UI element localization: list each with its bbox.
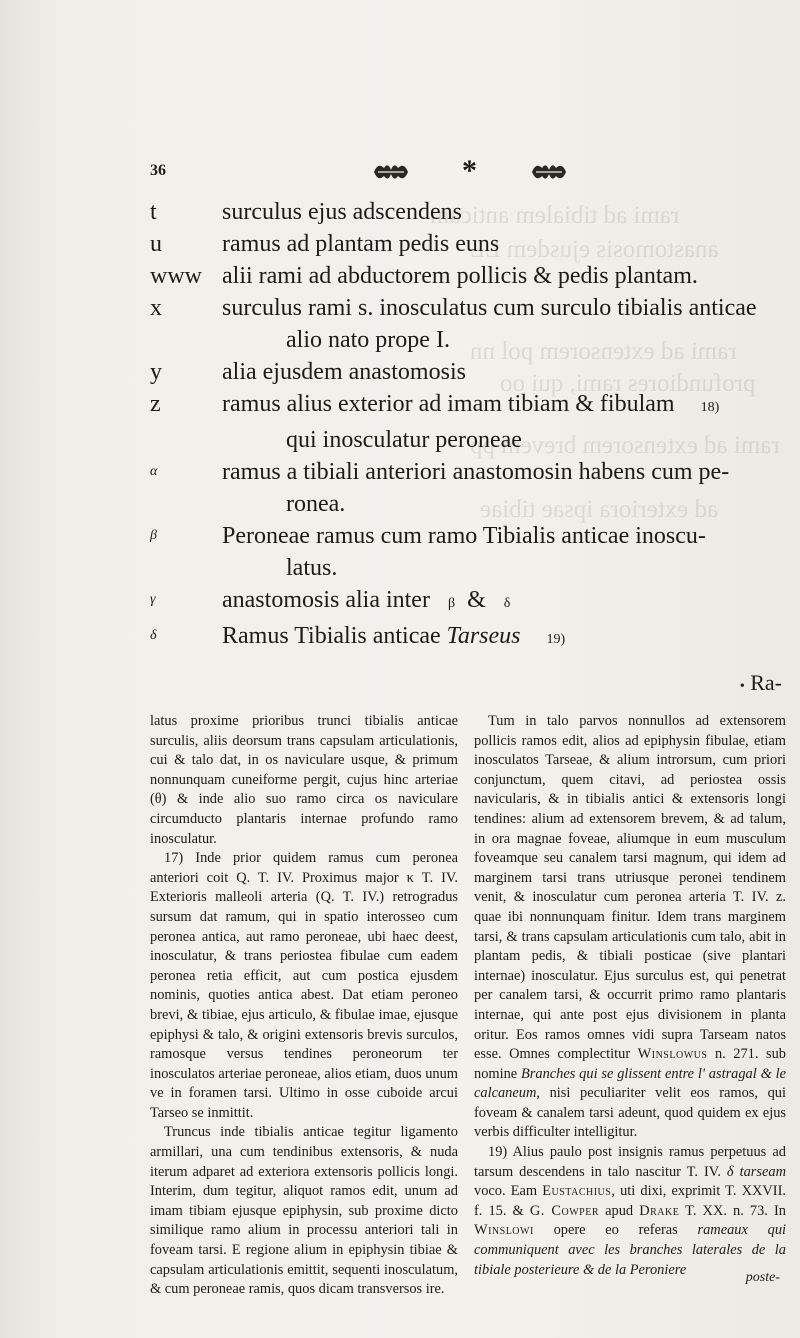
legend-entry — [150, 520, 790, 584]
entry-continuation: qui inosculatur peroneae — [286, 427, 522, 453]
paragraph: 19) Alius paulo post insignis ramus perpetuus ad tarsum descendens in talo nascitur T. IV. δ tarseam voco. Eam Eustachius, uti dixi, exprimit T. XXVII. f. 15. & G. Cowper apud Drake T. XX. n. 73. In Winslowi opere eo referas rameaux qui communiquent avec les branches laterales de la tibiale posterieure & de la Peroniere — [474, 1144, 787, 1278]
paragraph: Truncus inde tibialis anticae tegitur ligamento armillari, una cum tendinibus extensoris, & nuda iterum adparet ad exteriora extensoris pollicis longi. Interim, dum tegitur, aliquot ramos edit, unum ad imam tibiam ejusque epiphysin, sub proxime dicto similique ramo alium in processu anteriori tali in foveam tarsi. E regione alium in epiphysin tibiae & capsulam articulationis emittit, sequenti inosculatum, & cum peroneae ramis, quos dicam transversos ire. — [150, 1124, 458, 1298]
paragraph: 17) Inde prior quidem ramus cum peronea anteriori coit Q. T. IV. Proximus major κ T. IV. Exterioris malleoli arteria (Q. T. IV.) retrogradus sursum dat ramum, qui in spatio interosseo cum peronea antica, aut ramo peroneae, ubi haec deest, inosculatur, & trans periostea fibulae cum eadem peronea retia efficit, aut cum postica ejusdem nominis, quoties antica abest. Dat etiam peroneo brevi, & tibiae, ejus articulo, & fibulae imae, ejusque epiphysi & talo, & origini extensoris brevis surculos, ramosque versus tendines peroneorum ter inosculatos arteriae peroneae, alios etiam, duos unum ve in foramen tarsi. Ultimo in osse cuboide arcui Tarseo se inmittit. — [150, 850, 458, 1121]
footnote-marker: 18) — [700, 400, 720, 415]
entry-text: Ramus Tibialis anticae — [222, 623, 441, 649]
entry-label: β — [150, 528, 157, 543]
entry-label: x — [150, 295, 162, 321]
legend-entry — [150, 356, 790, 388]
entry-text: ramus ad plantam pedis euns — [222, 231, 500, 257]
entry-text-italic: Tarseus — [446, 623, 521, 649]
paragraph: Tum in talo parvos nonnullos ad extensorem pollicis ramos edit, alios ad epiphysin fibulae, etiam inosculatos Tarseae, & alium introrsum, cum priori conjunctum, quem citavi, ad periostea ossis navicularis, & in tibialis antici & extensoris longi tendines: alium ad extensorem brevem, & ad talum, in ora magnae foveae, aliumque in eum musculum foveamque seu canalem tarsi magnum, qui idem ad marginem tarsi trans utriusque peronei tendinem venit, & inosculatur cum peronea arteria T. IV. z. quae ibi nonnunquam finitur. Idem trans marginem tarsi, & trans capsulam articulationis cum talo, abit in plantam pedis, & tibiali posticae (sive plantari internae) inosculatur. Ejus surculus est, qui penetrat per canalem tarsi, & occurrit primo ramo plantaris internae, qui ante post ejus divisionem in planta oritur. Eos ramos omnes vidi supra Tarseam natos esse. Omnes complectitur Winslowus n. 271. sub nomine Branches qui se glissent entre l' astragal & le calcaneum, nisi peculiariter velit eos ramos, qui foveam & canalem tarsi adeunt, quod quidem ex ejus verbis difficulter intelligitur. — [474, 713, 786, 1141]
right-column — [474, 712, 786, 1280]
left-column — [150, 712, 458, 1300]
legend-entry — [150, 196, 790, 228]
entry-label: www — [150, 263, 202, 289]
legend-entry — [150, 584, 790, 620]
paragraph: latus proxime prioribus trunci tibialis anticae surculis, aliis deorsum trans capsulam articulationis, cui & talo dat, in os naviculare usque, & primum nonnunquam cuneiforme pergit, cujus hinc arteriae (θ) & inde alio suo ramo circa os naviculare circumducto plantaris internae profundo ramo inosculatur. — [150, 713, 458, 847]
show-through-text: anastomosis ejusdem LL — [470, 236, 719, 263]
symbol-ref: β — [447, 596, 456, 611]
entry-text: ramus alius exterior ad imam tibiam & fibulam — [222, 391, 675, 417]
legend-entry — [150, 292, 790, 356]
symbol-ref: δ — [503, 596, 511, 611]
printer-ornament-icon — [530, 160, 568, 184]
catchword-bottom: poste- — [745, 1270, 780, 1285]
entry-text: surculus rami s. inosculatus cum surculo tibialis anticae — [222, 295, 757, 321]
entry-continuation: ronea. — [286, 491, 346, 517]
entry-text: ramus a tibiali anteriori anastomosin habens cum pe- — [222, 459, 730, 485]
legend-entry — [150, 260, 790, 292]
ampersand: & — [467, 587, 486, 613]
entry-label: u — [150, 231, 162, 257]
legend-entry — [150, 456, 790, 520]
printer-ornament-icon — [372, 160, 410, 184]
entry-label: δ — [150, 628, 157, 643]
legend-entry — [150, 388, 790, 456]
catchword: • Ra- — [739, 670, 782, 695]
footnote-marker: 19) — [546, 632, 566, 647]
page-number: 36 — [150, 162, 166, 179]
entry-label: y — [150, 359, 162, 385]
asterisk-ornament: * — [462, 154, 477, 187]
entry-label: γ — [150, 592, 156, 607]
entry-text: anastomosis alia inter — [222, 587, 430, 613]
entry-text: alia ejusdem anastomosis — [222, 359, 466, 385]
entry-text: alii rami ad abductorem pollicis & pedis plantam. — [222, 263, 698, 289]
legend-entry — [150, 620, 790, 656]
show-through-text: rami ad extensorem pol nn — [470, 338, 737, 365]
entry-continuation: alio nato prope I. — [286, 327, 450, 353]
entry-continuation: latus. — [286, 555, 338, 581]
entry-label: α — [150, 464, 158, 479]
show-through-text: ad exteriora ipsae tibiae — [480, 496, 719, 523]
legend-entry — [150, 228, 790, 260]
show-through-text: rami ad tibialem anticam — [430, 202, 680, 229]
running-head — [150, 154, 790, 192]
entry-label: t — [150, 199, 157, 225]
show-through-text: profundiores rami, qui oo — [500, 370, 756, 397]
show-through-text: rami ad extensorem brevem pp — [470, 432, 780, 459]
entry-text: surculus ejus adscendens — [222, 199, 462, 225]
legend-entries — [150, 196, 790, 656]
entry-label: z — [150, 391, 161, 417]
entry-text: Peroneae ramus cum ramo Tibialis anticae inoscu- — [222, 523, 706, 549]
